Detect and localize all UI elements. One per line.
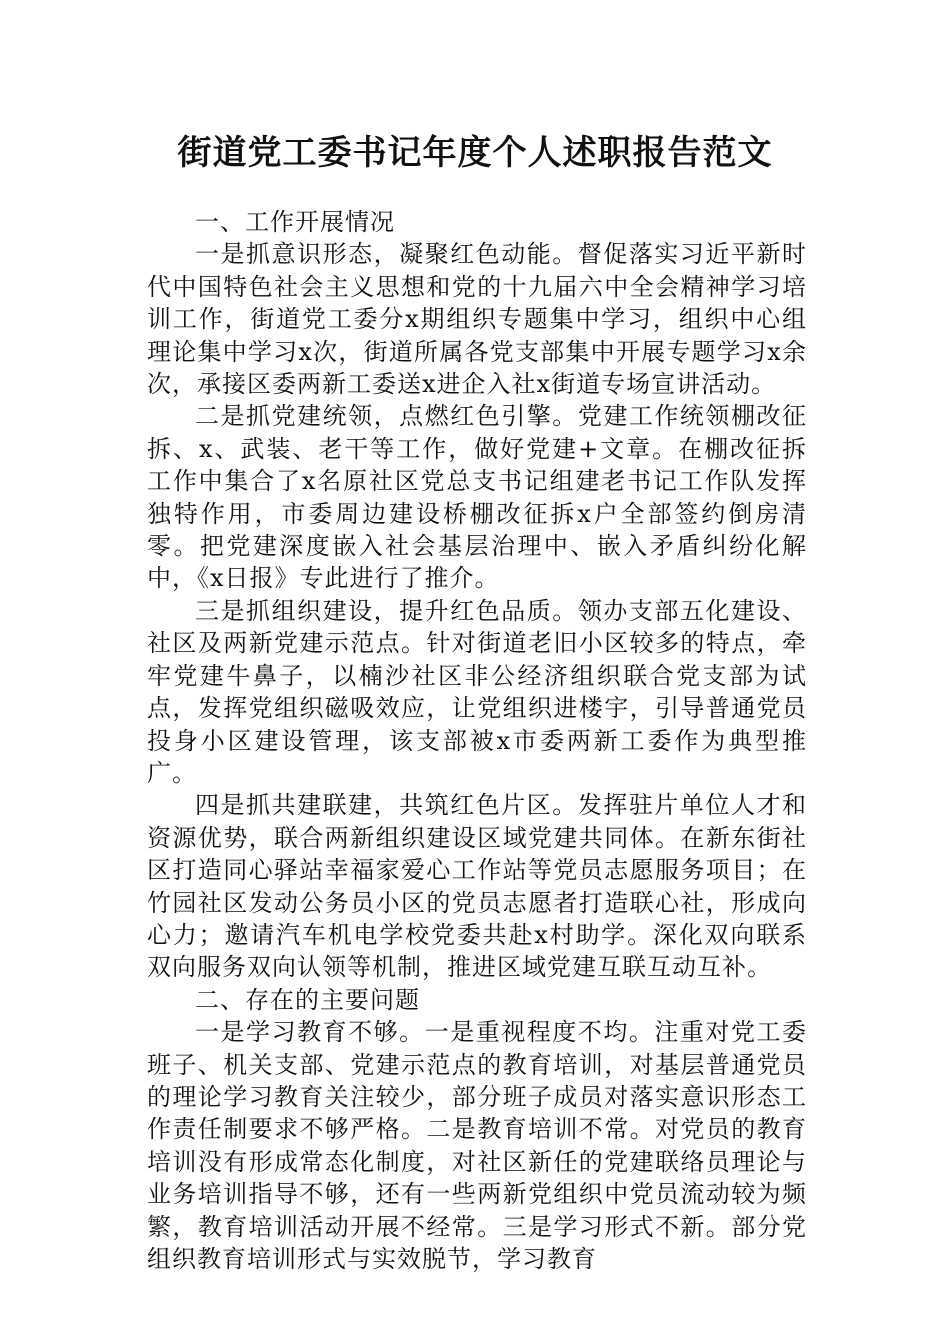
document-body — [147, 206, 807, 1275]
section-heading-problems: 二、存在的主要问题 — [195, 985, 420, 1014]
paragraph-party-leadership: 二是抓党建统领，点燃红色引擎。党建工作统领棚改征拆、x、武装、老干等工作，做好党建+文章。在棚改征拆工作中集合了x名原社区党总支书记组建老书记工作队发挥独特作用，市委周边建设桥棚改征拆x户全部签约倒房清零。把党建深度嵌入社会基层治理中、嵌入矛盾纠纷化解中，《x日报》专此进行了推介。 — [147, 402, 807, 593]
paragraph-organization: 三是抓组织建设，提升红色品质。领办支部五化建设、社区及两新党建示范点。针对街道老旧小区较多的特点，牵牢党建牛鼻子，以楠沙社区非公经济组织联合党支部为试点，发挥党组织磁吸效应，让党组织进楼宇，引导普通党员投身小区建设管理，该支部被x市委两新工委作为典型推广。 — [147, 596, 807, 787]
section-heading-work: 一、工作开展情况 — [195, 208, 395, 236]
paragraph-joint-building: 四是抓共建联建，共筑红色片区。发挥驻片单位人才和资源优势，联合两新组织建设区域党建共同体。在新东街社区打造同心驿站幸福家爱心工作站等党员志愿服务项目；在竹园社区发动公务员小区的党员志愿者打造联心社，形成向心力；邀请汽车机电学校党委共赴x村助学。深化双向联系双向服务双向认领等机制，推进区域党建互联互动互补。 — [147, 791, 807, 982]
paragraph-education: 一是学习教育不够。一是重视程度不均。注重对党工委班子、机关支部、党建示范点的教育培训，对基层普通党员的理论学习教育关注较少，部分班子成员对落实意识形态工作责任制要求不够严格。二是教育培训不常。对党员的教育培训没有形成常态化制度，对社区新任的党建联络员理论与业务培训指导不够，还有一些两新党组织中党员流动较为频繁，教育培训活动开展不经常。三是学习形式不新。部分党组织教育培训形式与实效脱节，学习教育 — [147, 1018, 807, 1273]
document-title: 街道党工委书记年度个人述职报告范文 — [177, 133, 773, 173]
paragraph-ideology: 一是抓意识形态，凝聚红色动能。督促落实习近平新时代中国特色社会主义思想和党的十九届六中全会精神学习培训工作，街道党工委分x期组织专题集中学习，组织中心组理论集中学习x次，街道所属各党支部集中开展专题学习x余次，承接区委两新工委送x进企入社x街道专场宣讲活动。 — [147, 240, 807, 399]
